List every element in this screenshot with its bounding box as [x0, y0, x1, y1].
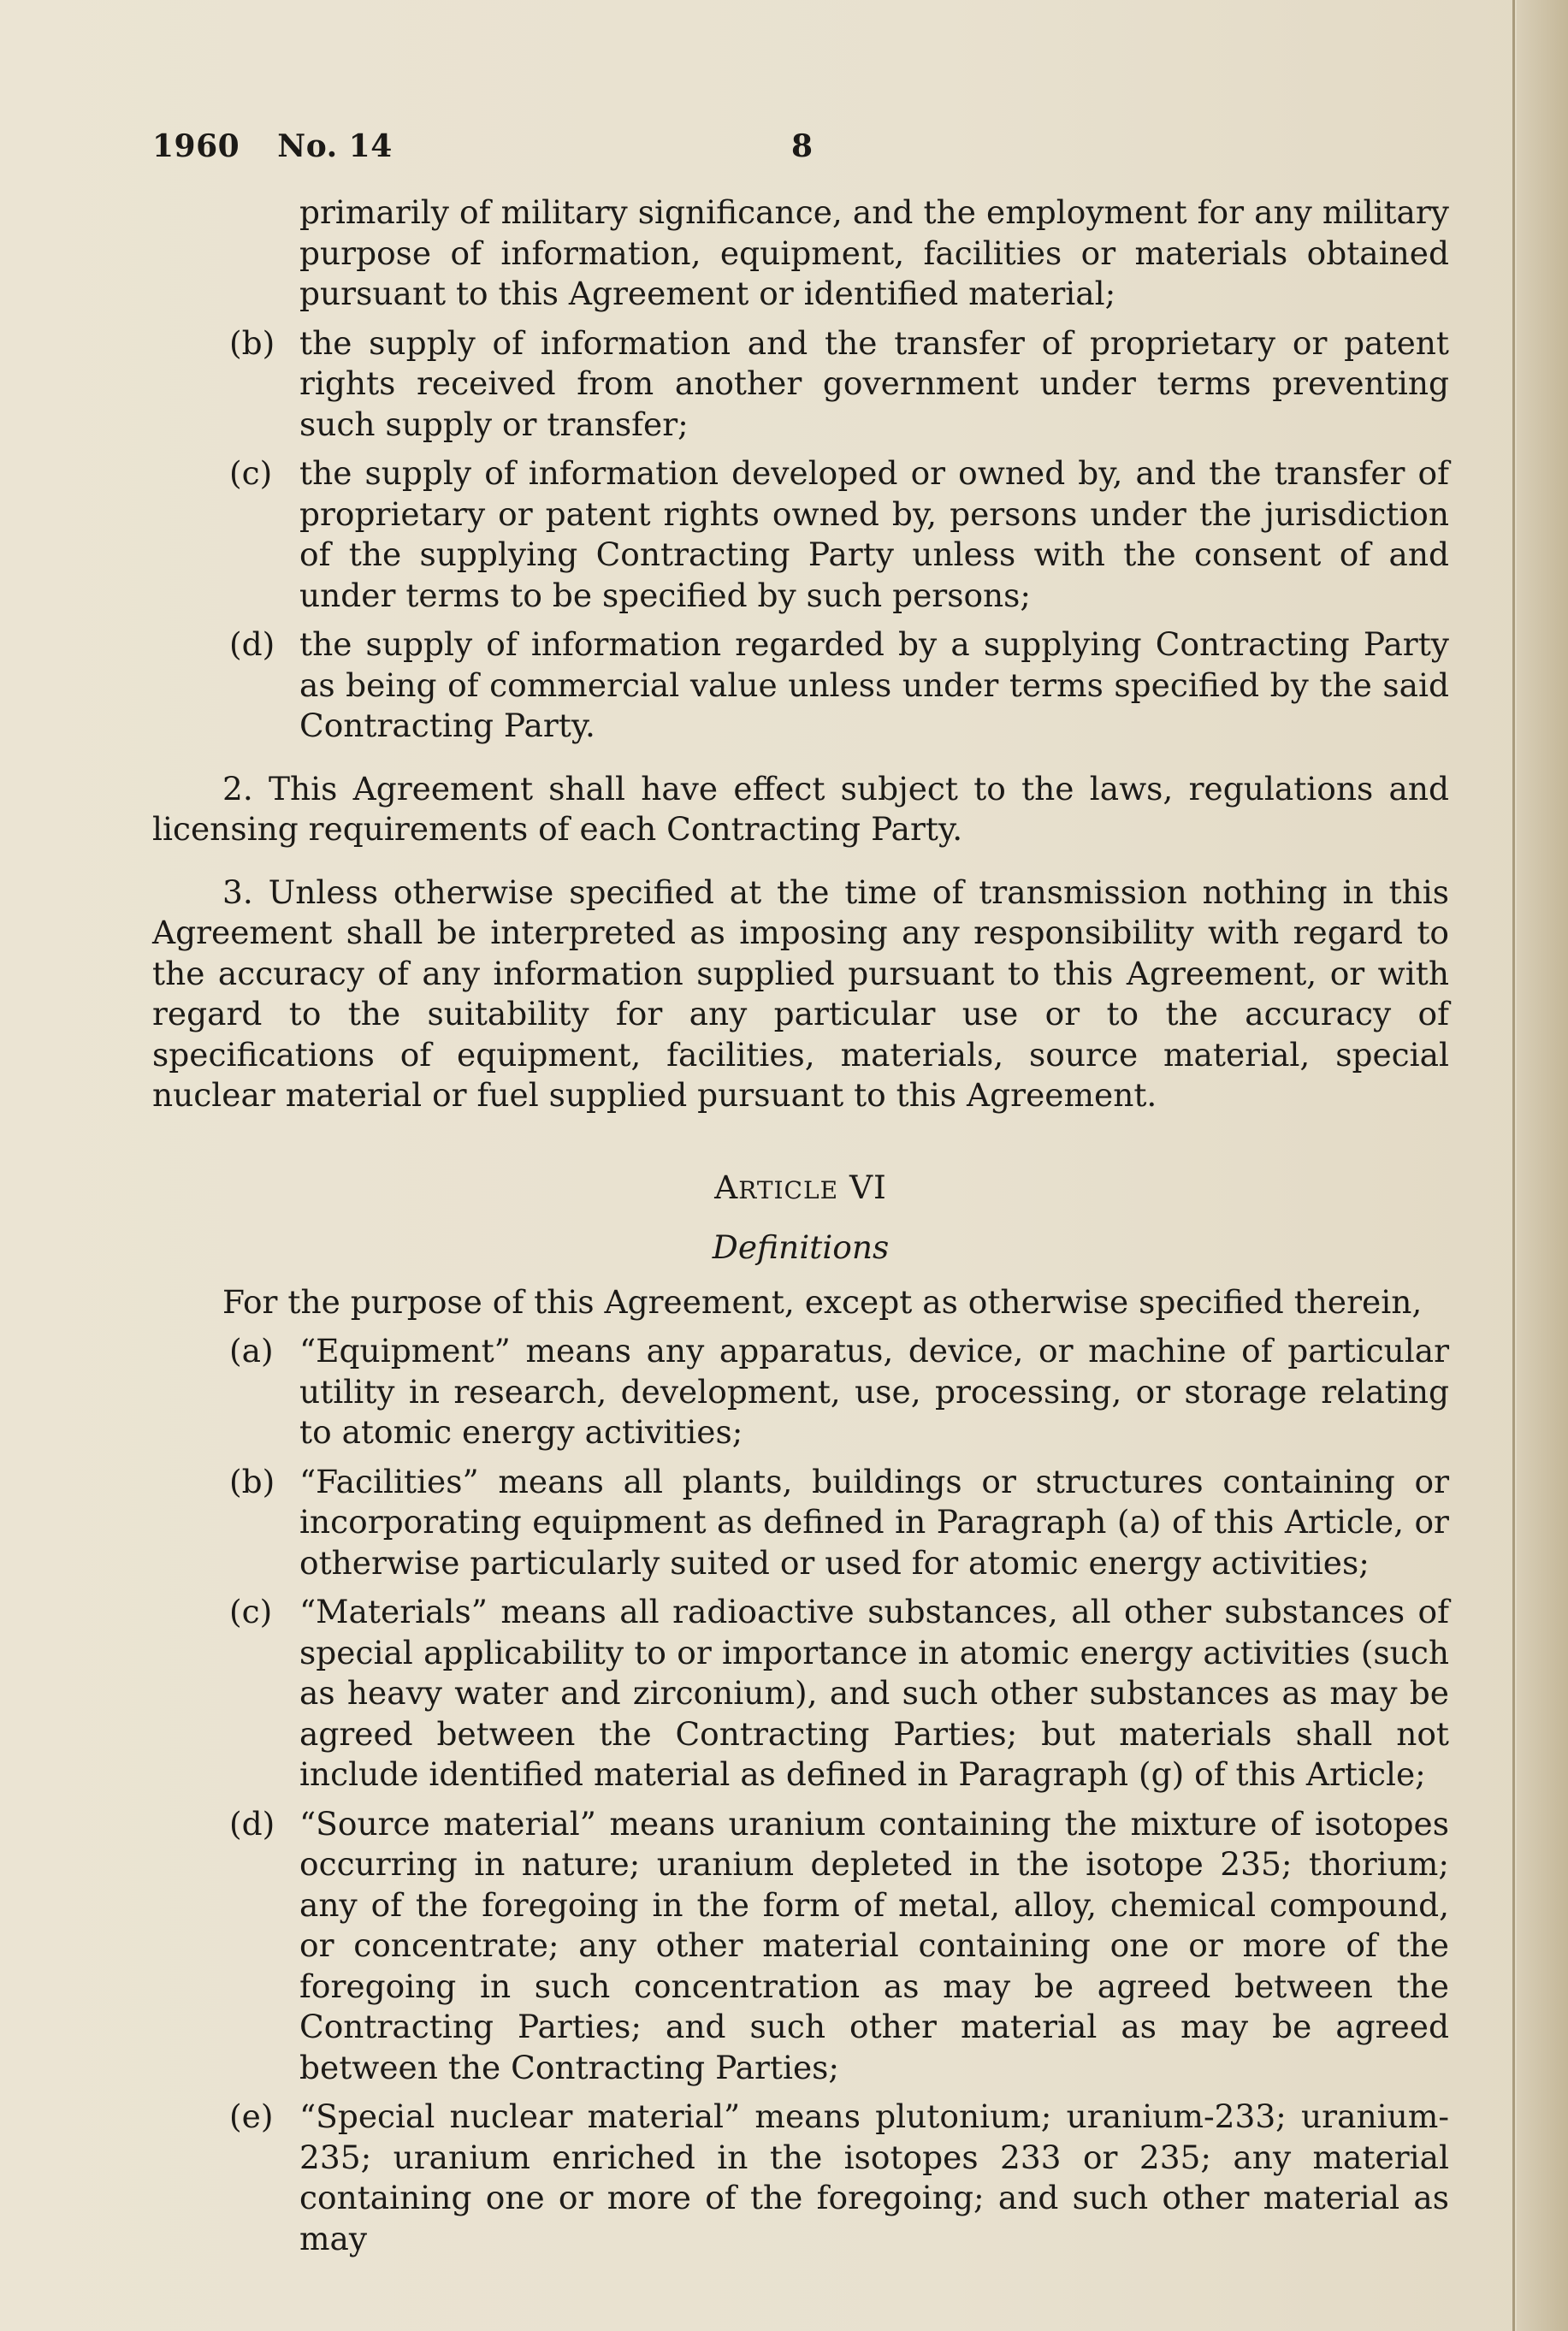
definition-item — [152, 1331, 1449, 1453]
article-label-initial: A — [714, 1168, 739, 1206]
section-title: Definitions — [712, 1228, 890, 1266]
list-item — [152, 624, 1449, 747]
list-item — [152, 453, 1449, 616]
article-label-rest: RTICLE — [738, 1175, 839, 1204]
page-number: 8 — [791, 128, 814, 164]
paragraph-3: 3. Unless otherwise specified at the time of transmission nothing in this Agreement shall be interpreted as imposing any responsibility with regard to the accuracy of any information supplied pursuant to this Agreement, or with regard to the suitability for any particular use or to the accuracy of specifications of equipment, facilities, materials, source material, special nuclear material or fuel supplied pursuant to this Agreement. — [152, 873, 1449, 1114]
item-label: (b) — [229, 1462, 275, 1500]
exception-list — [152, 323, 1449, 747]
item-text: “Equipment” means any apparatus, device, or machine of particular utility in research, development, use, processing, or storage relating to atomic energy activities; — [299, 1332, 1449, 1451]
item-label: (c) — [229, 454, 273, 492]
definition-item — [152, 1804, 1449, 2089]
item-text: the supply of information and the transfer of proprietary or patent rights received from another government under terms preventing such supply or transfer; — [299, 323, 1449, 443]
item-label: (c) — [229, 1593, 273, 1630]
definitions-list — [152, 1331, 1449, 2259]
item-text: “Facilities” means all plants, buildings or structures containing or incorporating equipment as defined in Paragraph (a) of this Article, or otherwise particularly suited or used for atomic energy activities; — [299, 1462, 1449, 1582]
item-label: (e) — [229, 2097, 274, 2135]
item-text: the supply of information developed or owned by, and the transfer of proprietary or patent rights owned by, persons under the jurisdiction of the supplying Contracting Party unless with the consent of and under terms to be specified by such persons; — [299, 454, 1449, 614]
article-heading — [152, 1168, 1449, 1211]
item-text: the supply of information regarded by a supplying Contracting Party as being of commercial value unless under terms specified by the said Contracting Party. — [299, 625, 1449, 744]
list-item — [152, 323, 1449, 446]
paragraph-2: 2. This Agreement shall have effect subject to the laws, regulations and licensing requirements of each Contracting Party. — [152, 769, 1449, 848]
definition-item — [152, 1462, 1449, 1584]
item-text: “Materials” means all radioactive substances, all other substances of special applicability to or importance in atomic energy activities (such as heavy water and zirconium), and such other substances as may be agreed between the Contracting Parties; but materials shall not include identified material as defined in Paragraph (g) of this Article; — [299, 1593, 1449, 1793]
item-label: (d) — [229, 1804, 275, 1843]
binding-shadow — [1512, 0, 1515, 2331]
item-label: (a) — [229, 1332, 274, 1370]
header-year: 1960 — [152, 128, 240, 164]
definition-item — [152, 2097, 1449, 2259]
definition-item — [152, 1592, 1449, 1796]
item-label: (b) — [229, 323, 275, 362]
item-text: “Special nuclear material” means plutonium; uranium-233; uranium-235; uranium enriched in the isotopes 233 or 235; any material containing one or more of the foregoing; and such other material as may — [299, 2097, 1449, 2257]
continued-paragraph: primarily of military significance, and the employment for any military purpose of information, equipment, facilities or materials obtained pursuant to this Agreement or identified material; — [299, 193, 1449, 312]
definitions-intro: For the purpose of this Agreement, except as otherwise specified therein, — [222, 1282, 1423, 1321]
document-body — [152, 192, 1449, 2259]
item-text: “Source material” means uranium containing the mixture of isotopes occurring in nature; uranium depleted in the isotope 235; thorium; any of the foregoing in the form of metal, alloy, chemical compound, or concentrate; any other material containing one or more of the foregoing in such concentration as may be agreed between the Contracting Parties; and such other material as may be agreed between the Contracting Parties; — [299, 1804, 1449, 2086]
page-edge — [1517, 0, 1568, 2331]
article-number: VI — [849, 1168, 887, 1206]
item-label: (d) — [229, 625, 275, 663]
header-number: No. 14 — [277, 128, 393, 164]
running-header — [152, 128, 393, 164]
